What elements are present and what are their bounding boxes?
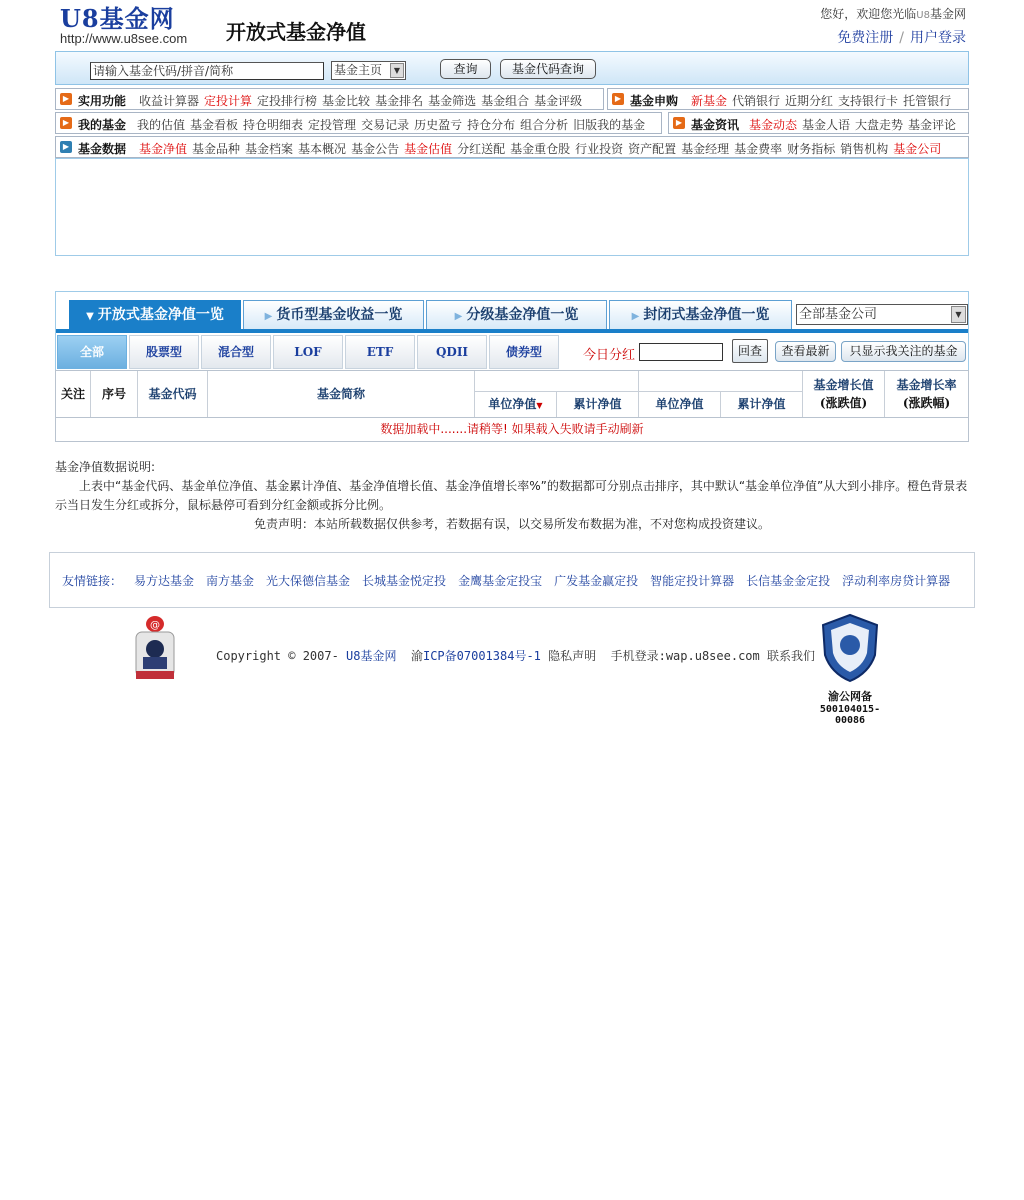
nav-link[interactable]: 交易记录 (361, 118, 410, 132)
friend-link[interactable]: 长信基金金定投 (746, 574, 831, 588)
logo-url: http://www.u8see.com (60, 31, 188, 46)
nav-link[interactable]: 行业投资 (575, 142, 624, 156)
nav-subscribe-items (691, 92, 956, 109)
tab-open-fund-nav[interactable] (69, 300, 241, 331)
friend-link[interactable]: 智能定投计算器 (650, 574, 735, 588)
nav-link[interactable]: 基金品种 (192, 142, 241, 156)
nav-link[interactable]: 收益计算器 (139, 94, 200, 108)
nav-mine-items (137, 116, 650, 133)
col-group-date2 (639, 371, 803, 392)
nav-link[interactable]: 大盘走势 (855, 118, 904, 132)
company-select[interactable] (796, 304, 968, 325)
dividend-label: 今日分红 (583, 348, 636, 363)
nav-subscribe-label: 基金申购 (630, 94, 679, 108)
tab-closed-fund[interactable] (609, 300, 792, 331)
friend-link[interactable]: 浮动利率房贷计算器 (842, 574, 951, 588)
nav-practical-items (139, 92, 587, 109)
friend-link[interactable]: 光大保德信基金 (266, 574, 351, 588)
triangle-right-icon: ▶ (631, 311, 640, 322)
friend-link[interactable]: 长城基金悦定投 (362, 574, 447, 588)
welcome-label: 您好，欢迎您光临 (820, 7, 917, 21)
filter-bar (55, 333, 969, 370)
nav-link[interactable]: 基金重仓股 (510, 142, 571, 156)
nav-news-label: 基金资讯 (691, 118, 740, 132)
filter-lof[interactable]: LOF (273, 335, 343, 369)
mobile-label: 手机登录: (610, 649, 666, 663)
company-select-value: 全部基金公司 (799, 307, 878, 322)
nav-subscribe (607, 88, 969, 110)
filter-bond[interactable]: 债券型 (489, 335, 559, 369)
dividend-date-input[interactable] (639, 343, 723, 361)
search-bar (55, 51, 969, 85)
col-group-date1 (475, 371, 639, 392)
page-title: 开放式基金净值 (226, 20, 366, 44)
privacy-link[interactable]: 隐私声明 (548, 649, 597, 663)
nav-link[interactable]: 分红送配 (457, 142, 506, 156)
nav-link[interactable]: 定投计算 (204, 94, 253, 108)
nav-practical (55, 88, 604, 110)
nav-link[interactable]: 新基金 (691, 94, 728, 108)
welcome-suffix: 基金网 (929, 7, 966, 21)
nav-link[interactable]: 基金人语 (802, 118, 851, 132)
arrow-icon: ▶ (60, 141, 72, 153)
growth-value-sub: (涨跌值) (819, 396, 868, 410)
welcome-text (820, 5, 966, 22)
nav-link[interactable]: 代销银行 (732, 94, 781, 108)
nav-link[interactable]: 资产配置 (628, 142, 677, 156)
arrow-icon: ▶ (60, 117, 72, 129)
nav-link[interactable]: 定投管理 (308, 118, 357, 132)
nav-data (55, 136, 969, 158)
growth-rate-label: 基金增长率 (896, 378, 957, 392)
nav-link[interactable]: 基金组合 (481, 94, 530, 108)
triangle-right-icon: ▶ (264, 311, 273, 322)
col-follow: 关注 (56, 371, 91, 417)
nav-data-label: 基金数据 (78, 142, 127, 156)
code-query-button[interactable]: 基金代码查询 (500, 59, 596, 79)
nav-link[interactable]: 基金排名 (375, 94, 424, 108)
triangle-right-icon: ▶ (454, 311, 463, 322)
fund-tabs (55, 291, 969, 333)
nav-link[interactable]: 旧版我的基金 (573, 118, 646, 132)
tab-label: 开放式基金净值一览 (97, 307, 224, 323)
search-input[interactable]: 请输入基金代码/拼音/简称 (90, 62, 324, 80)
unit-nav-1-label: 单位净值 (488, 397, 537, 411)
col-growth-rate[interactable] (885, 371, 968, 417)
nav-table-header (55, 370, 969, 418)
notes-title: 基金净值数据说明: (55, 460, 156, 474)
filter-all[interactable]: 全部 (57, 335, 127, 369)
col-growth-value[interactable] (803, 371, 885, 417)
friend-links-label: 友情链接： (62, 574, 123, 588)
nav-practical-label: 实用功能 (78, 94, 127, 108)
nav-news-items (749, 116, 961, 133)
nav-link[interactable]: 持仓分布 (467, 118, 516, 132)
nav-link[interactable]: 基金经理 (681, 142, 730, 156)
chevron-down-icon: ▼ (390, 63, 404, 78)
growth-rate-sub: (涨跌幅) (902, 396, 951, 410)
friend-links-items (134, 572, 962, 589)
nav-link[interactable]: 历史盈亏 (414, 118, 463, 132)
police-mascot-icon (133, 615, 177, 683)
police-record-number: 500104015-00086 (819, 704, 881, 726)
register-link[interactable]: 免费注册 (837, 30, 894, 46)
account-links (837, 27, 966, 47)
footer-copyright (216, 647, 815, 664)
dividend-go-button[interactable]: 回查 (732, 339, 768, 363)
filter-stock[interactable]: 股票型 (129, 335, 199, 369)
tab-label: 货币型基金收益一览 (276, 307, 403, 323)
nav-link[interactable]: 基金估值 (404, 142, 453, 156)
nav-link[interactable]: 销售机构 (840, 142, 889, 156)
nav-link[interactable]: 基金档案 (245, 142, 294, 156)
contact-link[interactable]: 联系我们 (766, 649, 815, 663)
ad-box (55, 158, 969, 256)
nav-link[interactable]: 支持银行卡 (838, 94, 899, 108)
police-shield-icon (819, 613, 881, 683)
nav-link[interactable]: 托管银行 (903, 94, 952, 108)
only-followed-button[interactable]: 只显示我关注的基金 (841, 341, 966, 362)
nav-link[interactable]: 近期分红 (785, 94, 834, 108)
tab-graded-fund[interactable] (426, 300, 607, 331)
friend-link[interactable]: 南方基金 (206, 574, 255, 588)
loading-message: 数据加载中.......请稍等! 如果载入失败请手动刷新 (55, 418, 969, 442)
friend-links (49, 552, 975, 608)
nav-news (668, 112, 969, 134)
nav-link[interactable]: 基本概况 (298, 142, 347, 156)
disclaimer: 免责声明：本站所载数据仅供参考，若数据有误，以交易所发布数据为准，不对您构成投资建议。 (253, 517, 770, 531)
nav-link[interactable]: 我的估值 (137, 118, 186, 132)
arrow-icon: ▶ (612, 93, 624, 105)
tab-label: 分级基金净值一览 (466, 307, 579, 323)
arrow-icon: ▶ (673, 117, 685, 129)
nav-link[interactable]: 基金筛选 (428, 94, 477, 108)
notes-section (55, 458, 969, 534)
footer-brand-link[interactable]: U8基金网 (346, 649, 397, 663)
notes-body: 上表中“基金代码、基金单位净值、基金累计净值、基金净值增长值、基金净值增长率%”的数据都可分别点击排序，其中默认“基金单位净值”从大到小排序。橙色背景表示当日发生分红或拆分，鼠标悬停可看到分红金额或拆分比例。 (55, 479, 968, 512)
police-record-label: 渝公网备 (828, 690, 872, 703)
nav-link[interactable]: 组合分析 (520, 118, 569, 132)
filter-etf[interactable]: ETF (345, 335, 415, 369)
nav-mine (55, 112, 662, 134)
col-unit-nav-2[interactable]: 单位净值 (639, 392, 721, 417)
nav-link[interactable]: 基金公司 (893, 142, 942, 156)
nav-link[interactable]: 基金评论 (908, 118, 957, 132)
col-code[interactable]: 基金代码 (138, 371, 208, 417)
col-acc-nav-2[interactable]: 累计净值 (721, 392, 803, 417)
mobile-url[interactable]: wap.u8see.com (665, 649, 760, 663)
search-type-value: 基金主页 (334, 63, 383, 77)
triangle-down-icon: ▼ (86, 311, 94, 322)
logo-text: U8基金网 (60, 4, 175, 33)
cyber-police-badge[interactable] (133, 615, 177, 683)
friend-link[interactable]: 金鹰基金定投宝 (458, 574, 543, 588)
nav-link[interactable]: 基金净值 (139, 142, 188, 156)
nav-link[interactable]: 基金公告 (351, 142, 400, 156)
nav-link[interactable]: 持仓明细表 (243, 118, 304, 132)
friend-link[interactable]: 易方达基金 (134, 574, 195, 588)
col-unit-nav-1[interactable] (475, 392, 557, 417)
site-logo[interactable] (60, 6, 210, 46)
filter-mixed[interactable]: 混合型 (201, 335, 271, 369)
nav-mine-label: 我的基金 (78, 118, 127, 132)
tab-label: 封闭式基金净值一览 (643, 307, 770, 323)
police-record-badge[interactable] (805, 613, 895, 726)
arrow-icon: ▶ (60, 93, 72, 105)
svg-text:@: @ (150, 620, 160, 631)
icp-link[interactable]: ICP备07001384号-1 (422, 649, 541, 663)
nav-link[interactable]: 财务指标 (787, 142, 836, 156)
nav-data-items (139, 140, 946, 157)
login-link[interactable]: 用户登录 (910, 30, 966, 46)
nav-link[interactable]: 基金比较 (322, 94, 371, 108)
nav-link[interactable]: 定投排行榜 (257, 94, 318, 108)
filter-qdii[interactable]: QDII (417, 335, 487, 369)
friend-link[interactable]: 广发基金赢定投 (554, 574, 639, 588)
nav-link[interactable]: 基金动态 (749, 118, 798, 132)
sort-desc-icon: ▼ (536, 400, 543, 410)
nav-link[interactable]: 基金费率 (734, 142, 783, 156)
icp-prefix: 渝 (410, 649, 423, 663)
search-type-select[interactable] (331, 61, 406, 80)
growth-value-label: 基金增长值 (813, 378, 874, 392)
query-button[interactable]: 查询 (440, 59, 491, 79)
col-index: 序号 (91, 371, 138, 417)
view-latest-button[interactable]: 查看最新 (775, 341, 836, 362)
chevron-down-icon: ▼ (951, 306, 966, 323)
tab-money-fund[interactable] (243, 300, 424, 331)
nav-link[interactable]: 基金评级 (534, 94, 583, 108)
copyright-text: Copyright © 2007- (216, 649, 347, 663)
col-acc-nav-1[interactable]: 累计净值 (557, 392, 639, 417)
link-separator: / (899, 30, 904, 46)
col-name: 基金简称 (208, 371, 475, 417)
welcome-brand: U8 (916, 10, 930, 21)
nav-link[interactable]: 基金看板 (190, 118, 239, 132)
